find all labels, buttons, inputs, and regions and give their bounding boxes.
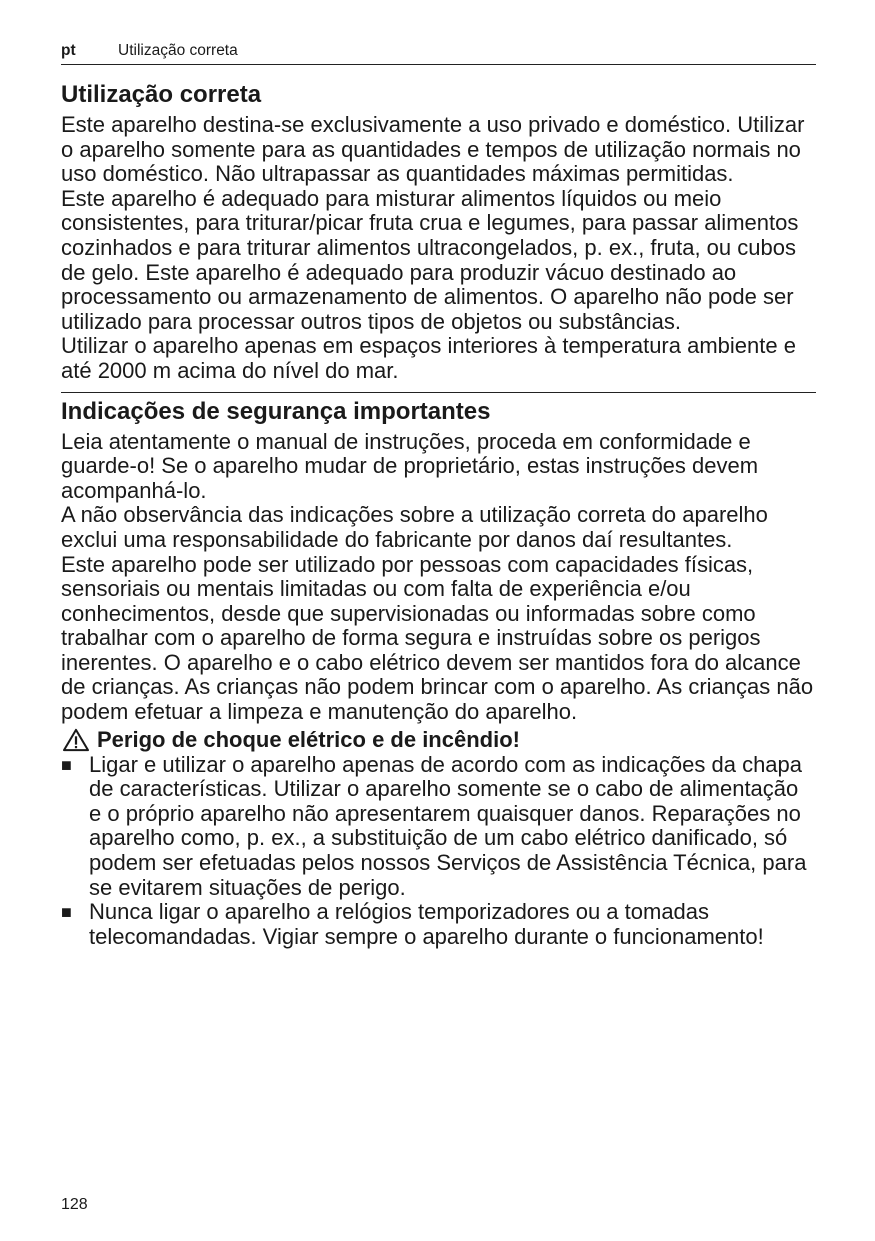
safety-bullet-list [61, 753, 816, 950]
warning-title: Perigo de choque elétrico e de incêndio! [97, 726, 520, 752]
paragraph: Este aparelho destina-se exclusivamente a uso privado e doméstico. Utilizar o aparelho somente para as quantidades e tempos de utilização normais no uso doméstico. Não ultrapassar as quantidades máximas permitidas. [61, 112, 805, 187]
warning-triangle-icon [61, 728, 91, 752]
paragraph: Leia atentamente o manual de instruções, proceda em conformidade e guarde-o! Se o aparelho mudar de proprietário, estas instruções devem acompanhá-lo. [61, 428, 759, 503]
running-title: Utilização correta [118, 42, 238, 59]
paragraph: Este aparelho é adequado para misturar alimentos líquidos ou meio consistentes, para triturar/picar fruta crua e legumes, para passar alimentos cozinhados e para triturar alimentos ultracongelados, p. ex., fruta, ou cubos de gelo. Este aparelho é adequado para produzir vácuo destinado ao processamento ou armazenamento de alimentos. O aparelho não pode ser utilizado para processar outros tipos de objetos ou substâncias. [61, 185, 799, 334]
warning-heading [61, 727, 816, 753]
list-item-text: Nunca ligar o aparelho a relógios temporizadores ou a tomadas telecomandadas. Vigiar sempre o aparelho durante o funcionamento! [89, 899, 764, 949]
section-title-intended-use: Utilização correta [61, 81, 262, 108]
section-divider [61, 392, 816, 393]
paragraph: Utilizar o aparelho apenas em espaços interiores à temperatura ambiente e até 2000 m acima do nível do mar. [61, 333, 796, 383]
paragraph: A não observância das indicações sobre a utilização correta do aparelho exclui uma responsabilidade do fabricante por danos daí resultantes. [61, 502, 768, 552]
list-item-text: Ligar e utilizar o aparelho apenas de acordo com as indicações da chapa de características. Utilizar o aparelho somente se o cabo de alimentação e o próprio aparelho não apresentarem quaisquer danos. Reparações no aparelho como, p. ex., a substituição de um cabo elétrico danificado, só podem ser efetuadas pelos nossos Serviços de Assistência Técnica, para se evitarem situações de perigo. [89, 751, 807, 900]
running-header [61, 38, 816, 65]
list-item [61, 753, 816, 901]
bullet-marker: ■ [61, 902, 72, 923]
list-item [61, 900, 816, 949]
bullet-marker: ■ [61, 754, 72, 775]
section-title-safety: Indicações de segurança importantes [61, 397, 491, 425]
page-number: 128 [61, 1196, 88, 1213]
page-content [61, 38, 816, 949]
language-code: pt [61, 42, 76, 59]
paragraph: Este aparelho pode ser utilizado por pessoas com capacidades físicas, sensoriais ou mentais limitadas ou com falta de experiência e/ou conhecimentos, desde que supervisionadas ou informadas sobre como trabalhar com o aparelho de forma segura e instruídas sobre os perigos inerentes. O aparelho e o cabo elétrico devem ser mantidos fora do alcance de crianças. As crianças não podem brincar com o aparelho. As crianças não podem efetuar a limpeza e manutenção do aparelho. [61, 551, 814, 725]
